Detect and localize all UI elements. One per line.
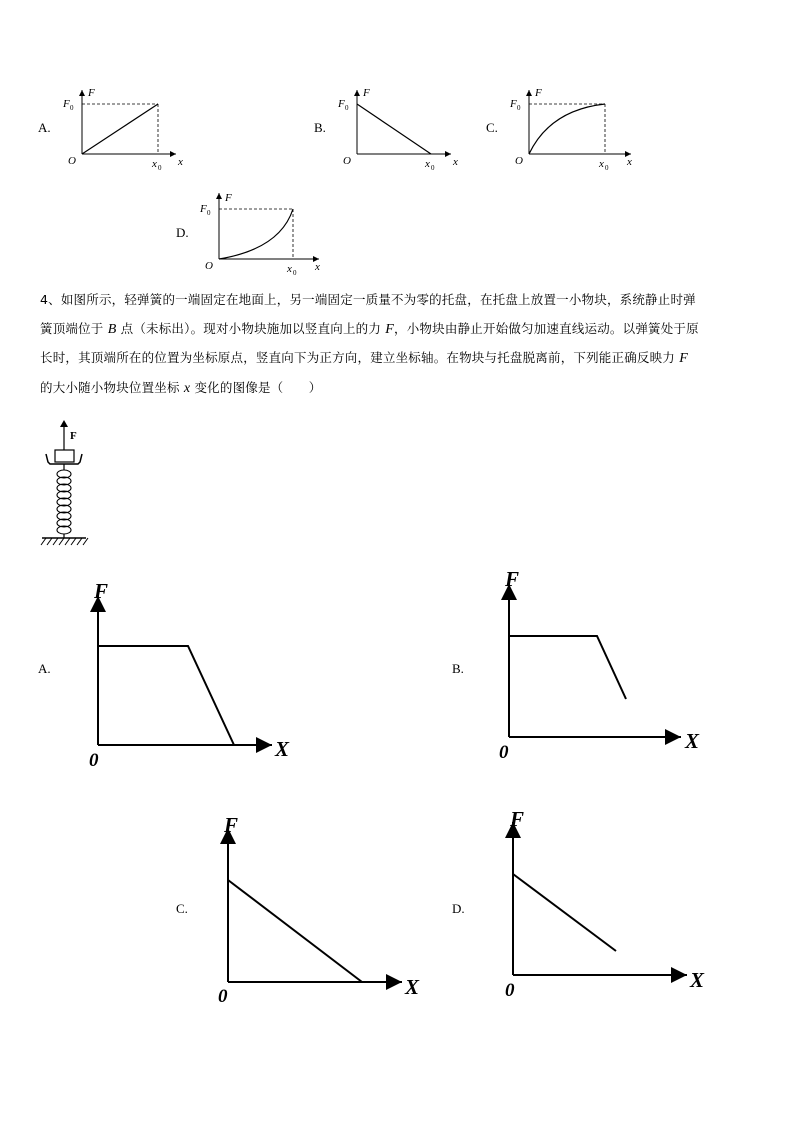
prev-option-a-label: A. (38, 120, 51, 135)
f-axis-label: F (94, 579, 109, 603)
curve (82, 104, 158, 154)
origin-label: 0 (89, 750, 99, 771)
curve (357, 104, 431, 154)
question-text-part: 长时，其顶端所在的位置为坐标原点，竖直向下为正方向，建立坐标轴。在物块与托盘脱离前，下列能正确反映力 (40, 350, 680, 365)
f0-sub: 0 (517, 104, 521, 112)
x-axis-label: X (275, 737, 290, 761)
prev-graph-b (333, 82, 473, 172)
curve (509, 636, 626, 699)
f-axis-label: F (510, 807, 525, 831)
spring-figure (38, 418, 98, 550)
curve (219, 209, 293, 259)
origin-label: O (68, 155, 76, 167)
force-f-symbol: F (385, 321, 395, 337)
f0-label: F (510, 98, 517, 110)
question-text-part: 变化的图像是（ ） (190, 379, 322, 395)
answer-graph-a (82, 574, 302, 774)
f0-label: F (63, 98, 70, 110)
f-axis-label: F (363, 87, 370, 99)
point-b-symbol: B (107, 321, 117, 337)
prev-option-d-label: D. (176, 225, 189, 240)
question-text-part: 的大小随小物块位置坐标 (40, 379, 184, 395)
origin-label: 0 (218, 986, 228, 1007)
x0-label: x (425, 158, 430, 170)
answer-graph-b (493, 566, 713, 766)
question-4-text (40, 286, 760, 403)
prev-graph-a (58, 82, 198, 172)
x-axis-label: X (405, 975, 420, 999)
prev-option-b-label: B. (314, 120, 326, 135)
option-d-label: D. (452, 901, 465, 916)
position-x-symbol: x (183, 380, 191, 396)
question-text-part: 簧顶端位于 (40, 320, 108, 336)
f0-sub: 0 (207, 209, 211, 217)
block-icon (55, 450, 74, 462)
x0-label: x (599, 158, 604, 170)
x-axis-label: x (627, 156, 632, 168)
x-axis-label: x (453, 156, 458, 168)
option-c-label: C. (176, 901, 188, 916)
answer-graph-d (497, 806, 717, 1006)
f-axis-label: F (225, 192, 232, 204)
f0-label: F (200, 203, 207, 215)
x-axis-label: X (690, 968, 705, 992)
origin-label: O (515, 155, 523, 167)
question-line-4 (40, 374, 760, 404)
option-a-label: A. (38, 661, 51, 676)
x0-sub: 0 (158, 164, 162, 172)
answer-graph-c (212, 812, 432, 1012)
question-line-2 (40, 315, 760, 345)
f-axis-label: F (88, 87, 95, 99)
prev-option-c-label: C. (486, 120, 498, 135)
curve (98, 646, 234, 745)
prev-graph-d (195, 187, 335, 277)
question-line-1 (40, 286, 760, 315)
curve (529, 104, 605, 154)
x-axis-label: x (315, 261, 320, 273)
curve (513, 874, 616, 951)
origin-label: 0 (505, 980, 515, 1001)
origin-label: 0 (499, 742, 509, 763)
option-b-label: B. (452, 661, 464, 676)
force-label: F (70, 430, 77, 442)
prev-graph-c (505, 82, 645, 172)
force-f-symbol: F (679, 351, 688, 366)
f0-sub: 0 (345, 104, 349, 112)
x-axis-label: x (178, 156, 183, 168)
question-text-part: 点（未标出）。现对小物块施加以竖直向上的力 (116, 320, 386, 336)
curve (228, 880, 362, 982)
f-axis-label: F (535, 87, 542, 99)
force-arrowhead-icon (60, 420, 68, 427)
x0-label: x (152, 158, 157, 170)
origin-label: O (343, 155, 351, 167)
ground-hatch-icon (41, 538, 88, 545)
f0-sub: 0 (70, 104, 74, 112)
f0-label: F (338, 98, 345, 110)
question-line-3 (40, 344, 760, 374)
f-axis-label: F (224, 813, 239, 837)
question-text-part: 如图所示，轻弹簧的一端固定在地面上，另一端固定一质量不为零的托盘，在托盘上放置一小物块，系统静止时弹 (60, 292, 696, 307)
spring-icon (57, 470, 71, 534)
x0-sub: 0 (605, 164, 609, 172)
origin-label: O (205, 260, 213, 272)
question-number: 4、 (40, 292, 61, 307)
x0-sub: 0 (431, 164, 435, 172)
x0-sub: 0 (293, 269, 297, 277)
question-text-part: ，小物块由静止开始做匀加速直线运动。以弹簧处于原 (394, 320, 699, 336)
x-axis-label: X (685, 729, 700, 753)
f-axis-label: F (505, 567, 520, 591)
x0-label: x (287, 263, 292, 275)
